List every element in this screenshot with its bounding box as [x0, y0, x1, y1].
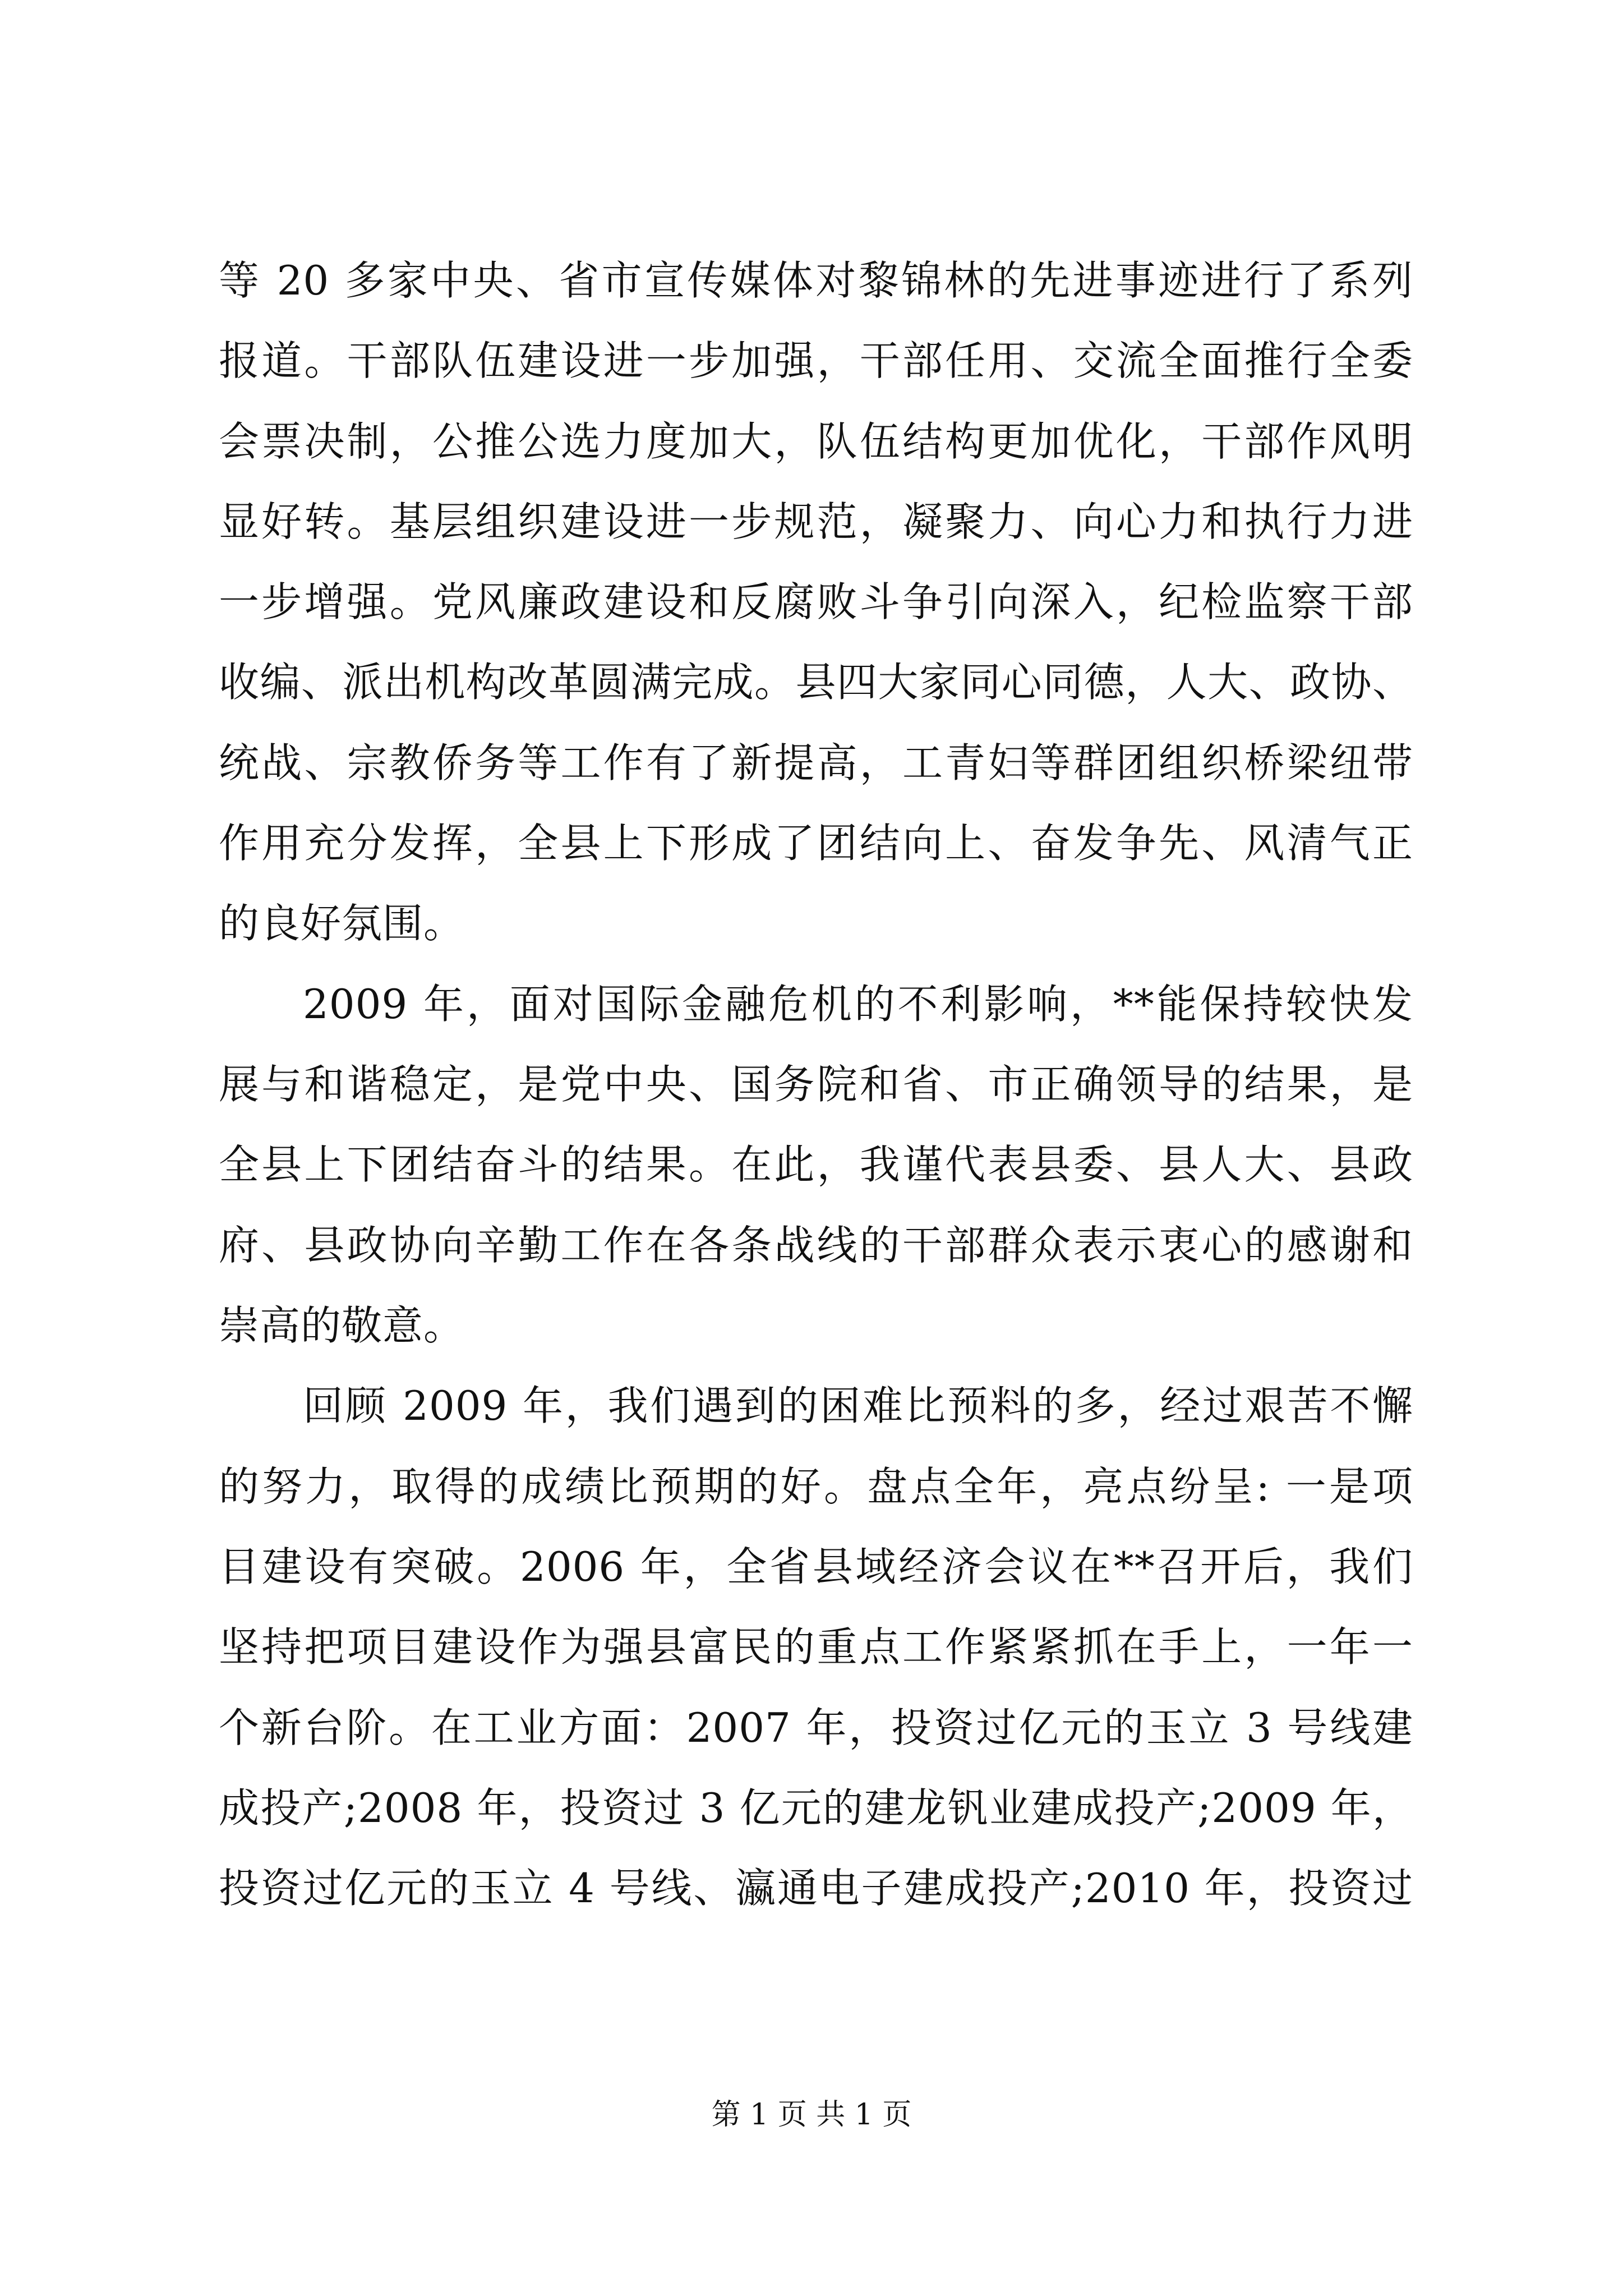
text-line: 目建设有突破。2006 年，全省县域经济会议在**召开后，我们 [219, 1543, 1413, 1590]
text-line: 报道。干部队伍建设进一步加强，干部任用、交流全面推行全委 [219, 337, 1413, 384]
text-line: 收编、派出机构改革圆满完成。县四大家同心同德，人大、政协、 [219, 659, 1413, 706]
text-line: 崇高的敬意。 [219, 1302, 465, 1349]
text-line: 全县上下团结奋斗的结果。在此，我谨代表县委、县人大、县政 [219, 1141, 1413, 1188]
text-line: 展与和谐稳定，是党中央、国务院和省、市正确领导的结果，是 [219, 1061, 1413, 1108]
text-line: 个新台阶。在工业方面：2007 年，投资过亿元的玉立 3 号线建 [219, 1704, 1413, 1751]
page-footer: 第 1 页 共 1 页 [711, 2098, 912, 2132]
text-line: 会票决制，公推公选力度加大，队伍结构更加优化，干部作风明 [219, 418, 1413, 465]
text-line: 的良好氛围。 [219, 900, 465, 947]
paragraph-first-line: 2009 年，面对国际金融危机的不利影响，**能保持较快发 [303, 981, 1413, 1028]
text-line: 府、县政协向辛勤工作在各条战线的干部群众表示衷心的感谢和 [219, 1222, 1413, 1269]
text-line: 成投产;2008 年，投资过 3 亿元的建龙钒业建成投产;2009 年， [219, 1784, 1413, 1832]
text-line: 坚持把项目建设作为强县富民的重点工作紧紧抓在手上，一年一 [219, 1623, 1413, 1671]
text-line: 一步增强。党风廉政建设和反腐败斗争引向深入，纪检监察干部 [219, 578, 1413, 625]
text-line: 投资过亿元的玉立 4 号线、瀛通电子建成投产;2010 年，投资过 [219, 1865, 1413, 1912]
text-line: 的努力，取得的成绩比预期的好。盘点全年，亮点纷呈: 一是项 [219, 1463, 1413, 1510]
text-line: 统战、宗教侨务等工作有了新提高，工青妇等群团组织桥梁纽带 [219, 739, 1413, 786]
paragraph-first-line: 回顾 2009 年，我们遇到的困难比预料的多，经过艰苦不懈 [303, 1382, 1413, 1429]
text-line: 作用充分发挥，全县上下形成了团结向上、奋发争先、风清气正 [219, 820, 1413, 867]
text-line: 显好转。基层组织建设进一步规范，凝聚力、向心力和执行力进 [219, 498, 1413, 545]
text-line: 等 20 多家中央、省市宣传媒体对黎锦林的先进事迹进行了系列 [219, 257, 1413, 304]
